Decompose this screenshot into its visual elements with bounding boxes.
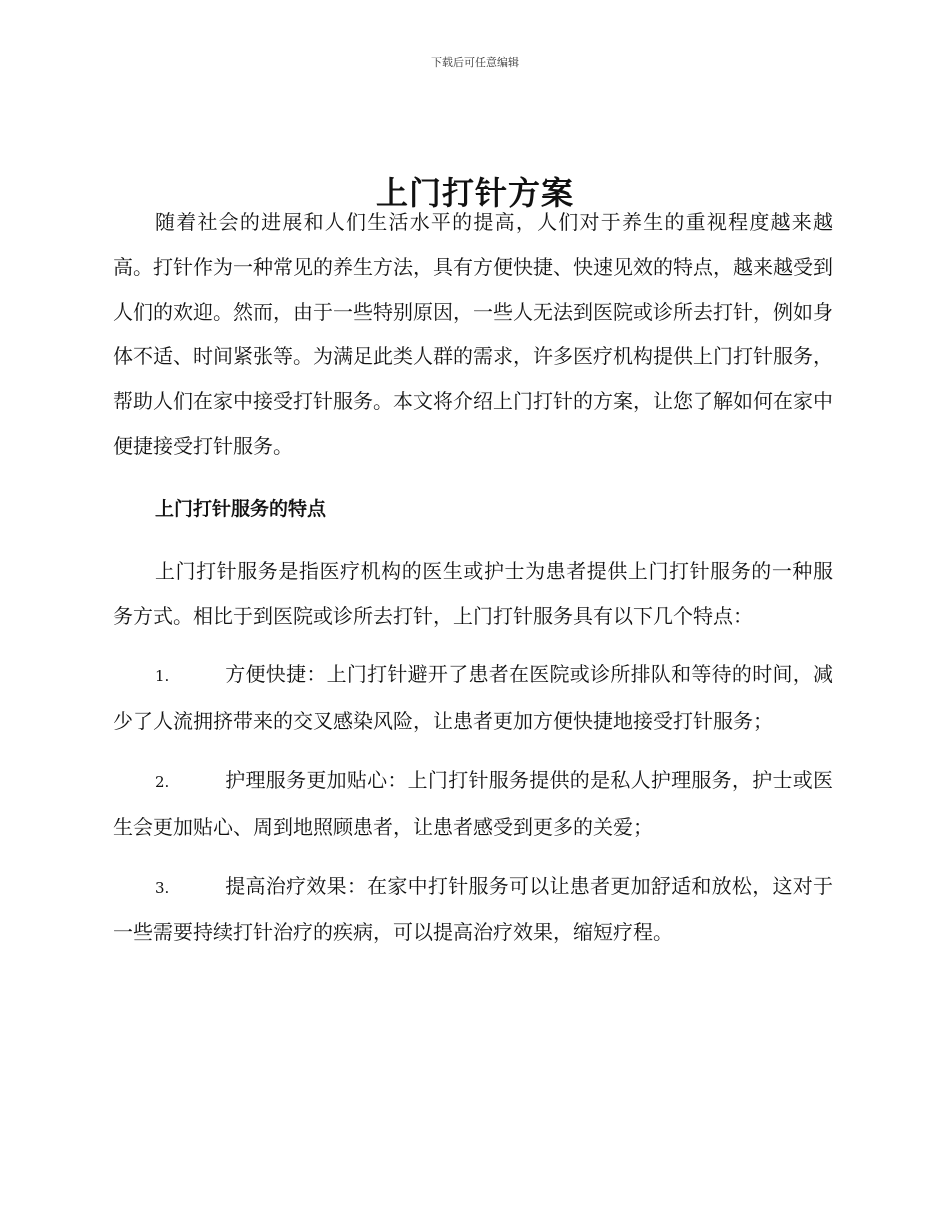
intro-paragraph: 随着社会的进展和人们生活水平的提高，人们对于养生的重视程度越来越高。打针作为一种常见的养生方法，具有方便快捷、快速见效的特点，越来越受到人们的欢迎。然而，由于一些特别原因，一些人无法到医院或诊所去打针，例如身体不适、时间紧张等。为满足此类人群的需求，许多医疗机构提供上门打针服务，帮助人们在家中接受打针服务。本文将介绍上门打针的方案，让您了解如何在家中便捷接受打针服务。 xyxy=(113,210,833,458)
list-item-text: 护理服务更加贴心：上门打针服务提供的是私人护理服务，护士或医生会更加贴心、周到地照顾患者，让患者感受到更多的关爱； xyxy=(113,767,833,839)
list-item-number: 2. xyxy=(155,772,170,791)
list-item-number: 1. xyxy=(155,667,170,686)
header-note: 下载后可任意编辑 xyxy=(431,56,519,69)
document-title: 上门打针方案 xyxy=(375,174,574,213)
list-item-number: 3. xyxy=(155,878,170,897)
section-lead-paragraph: 上门打针服务是指医疗机构的医生或护士为患者提供上门打针服务的一种服务方式。相比于到医院或诊所去打针，上门打针服务具有以下几个特点： xyxy=(113,558,833,628)
list-item xyxy=(113,864,833,956)
list-item-text: 提高治疗效果：在家中打针服务可以让患者更加舒适和放松，这对于一些需要持续打针治疗的疾病，可以提高治疗效果，缩短疗程。 xyxy=(113,873,833,945)
list-item xyxy=(113,652,833,744)
list-item xyxy=(113,758,833,850)
list-item-text: 方便快捷：上门打针避开了患者在医院或诊所排队和等待的时间，减少了人流拥挤带来的交叉感染风险，让患者更加方便快捷地接受打针服务； xyxy=(113,662,833,734)
document-body xyxy=(113,200,833,955)
section-heading: 上门打针服务的特点 xyxy=(155,497,327,520)
